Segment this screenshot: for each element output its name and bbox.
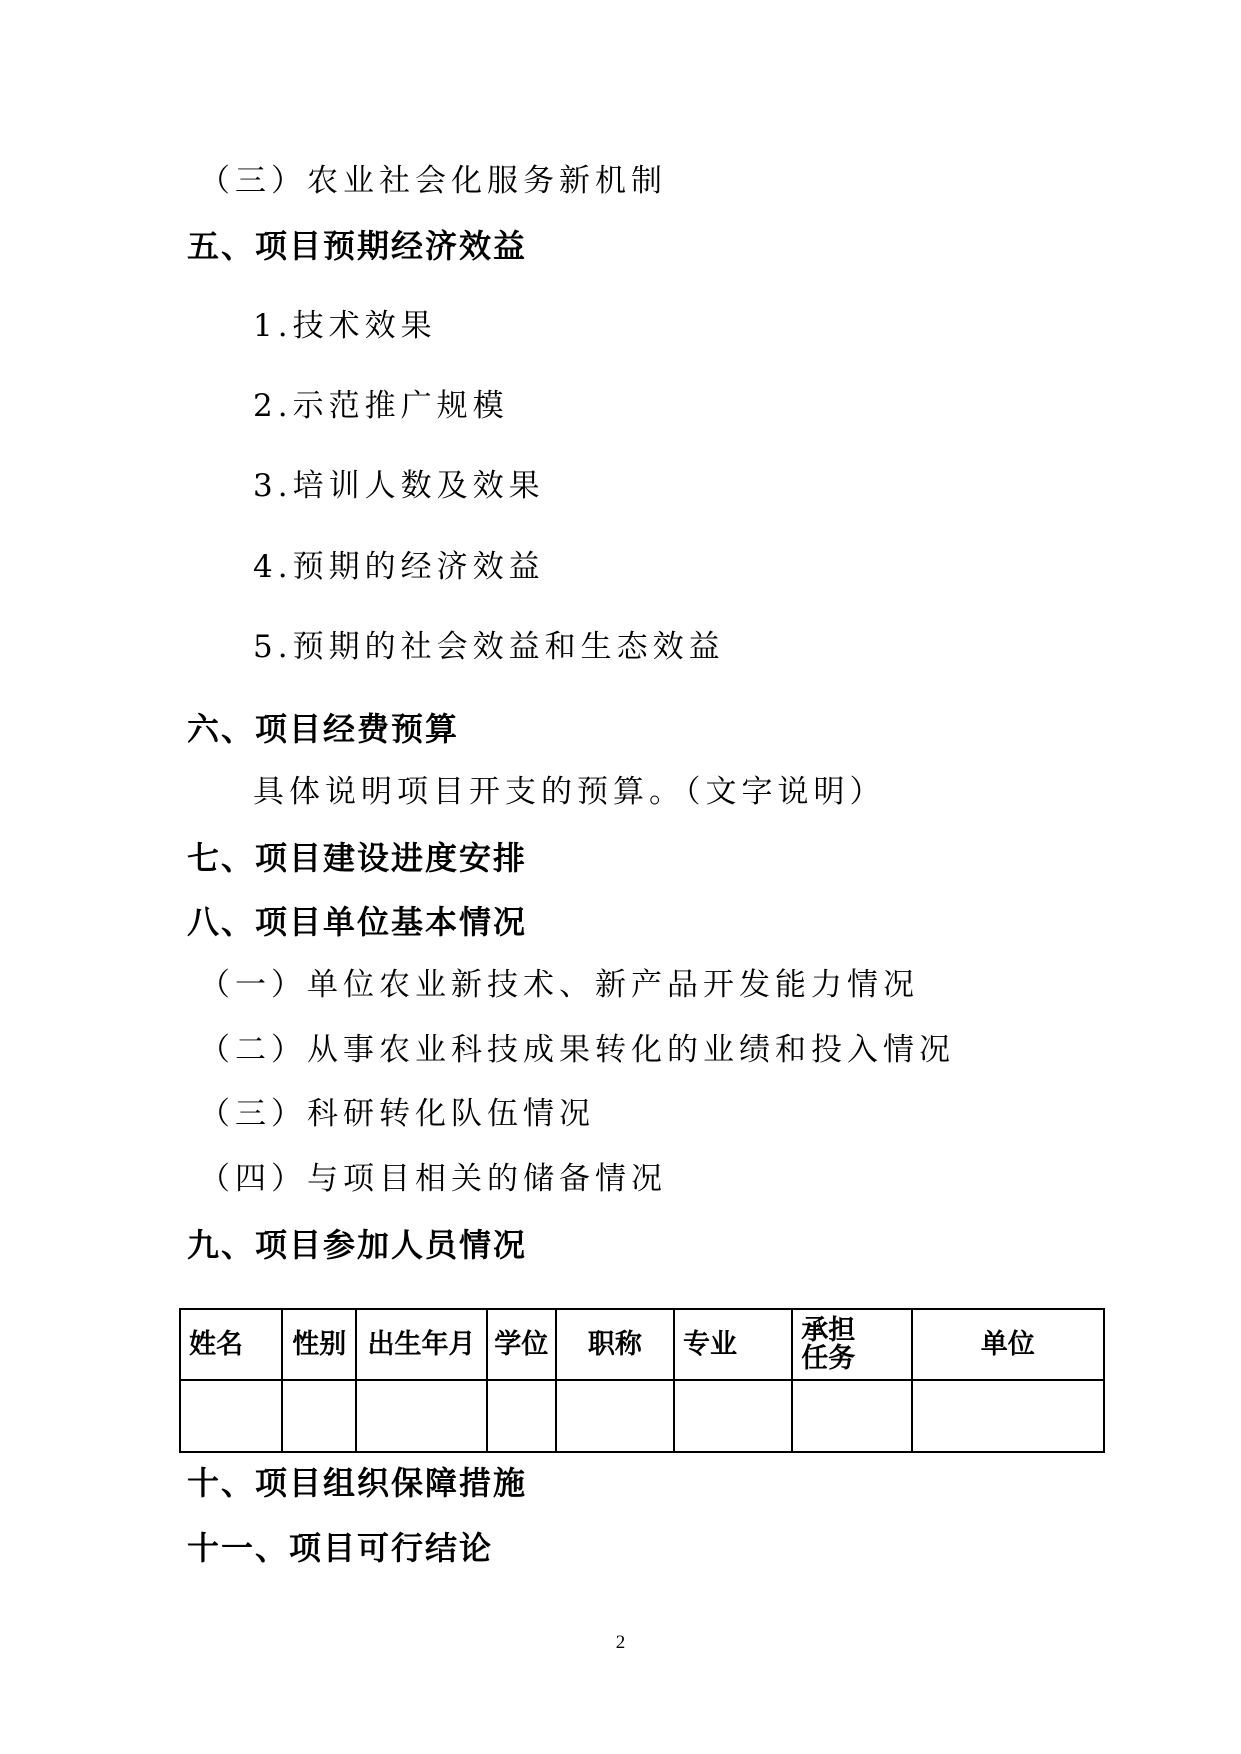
col-header-name: 姓名 — [180, 1309, 282, 1380]
heading-section-9: 九、项目参加人员情况 — [187, 1226, 528, 1264]
personnel-table — [179, 1308, 1105, 1453]
col-header-birth-date: 出生年月 — [356, 1309, 486, 1380]
table-cell — [792, 1380, 911, 1452]
sec5-item-5: 5.预期的社会效益和生态效益 — [253, 629, 725, 665]
sec4-item-3: （三）农业社会化服务新机制 — [199, 163, 667, 199]
table-row — [180, 1380, 1104, 1452]
col-header-title: 职称 — [556, 1309, 674, 1380]
col-header-task: 承担任务 — [801, 1314, 856, 1374]
sec8-item-3: （三）科研转化队伍情况 — [199, 1096, 595, 1132]
col-header-gender: 性别 — [282, 1309, 356, 1380]
page-number: 2 — [615, 1632, 626, 1653]
sec6-text: 具体说明项目开支的预算。（文字说明） — [253, 774, 886, 810]
col-header-degree: 学位 — [494, 1328, 549, 1360]
sec5-item-3: 3.培训人数及效果 — [253, 468, 545, 504]
table-cell — [674, 1380, 792, 1452]
sec5-item-4: 4.预期的经济效益 — [253, 549, 545, 585]
table-cell — [282, 1380, 356, 1452]
table-cell — [356, 1380, 486, 1452]
sec8-item-4: （四）与项目相关的储备情况 — [199, 1161, 667, 1197]
col-header-task-cell — [792, 1309, 911, 1380]
table-cell — [912, 1380, 1104, 1452]
heading-section-8: 八、项目单位基本情况 — [187, 903, 528, 941]
heading-section-10: 十、项目组织保障措施 — [187, 1464, 528, 1502]
heading-section-5: 五、项目预期经济效益 — [187, 227, 528, 265]
heading-section-6: 六、项目经费预算 — [187, 710, 460, 748]
table-header-row — [180, 1309, 1104, 1380]
col-header-degree-cell — [487, 1309, 556, 1380]
sec8-item-2: （二）从事农业科技成果转化的业绩和投入情况 — [199, 1032, 955, 1068]
table-cell — [556, 1380, 674, 1452]
sec5-item-1: 1.技术效果 — [253, 308, 437, 344]
heading-section-7: 七、项目建设进度安排 — [187, 839, 528, 877]
table-cell — [180, 1380, 282, 1452]
sec5-item-2: 2.示范推广规模 — [253, 388, 509, 424]
sec8-item-1: （一）单位农业新技术、新产品开发能力情况 — [199, 967, 919, 1003]
table-cell — [487, 1380, 556, 1452]
heading-section-11: 十一、项目可行结论 — [187, 1529, 494, 1567]
col-header-major: 专业 — [674, 1309, 792, 1380]
col-header-unit: 单位 — [912, 1309, 1104, 1380]
